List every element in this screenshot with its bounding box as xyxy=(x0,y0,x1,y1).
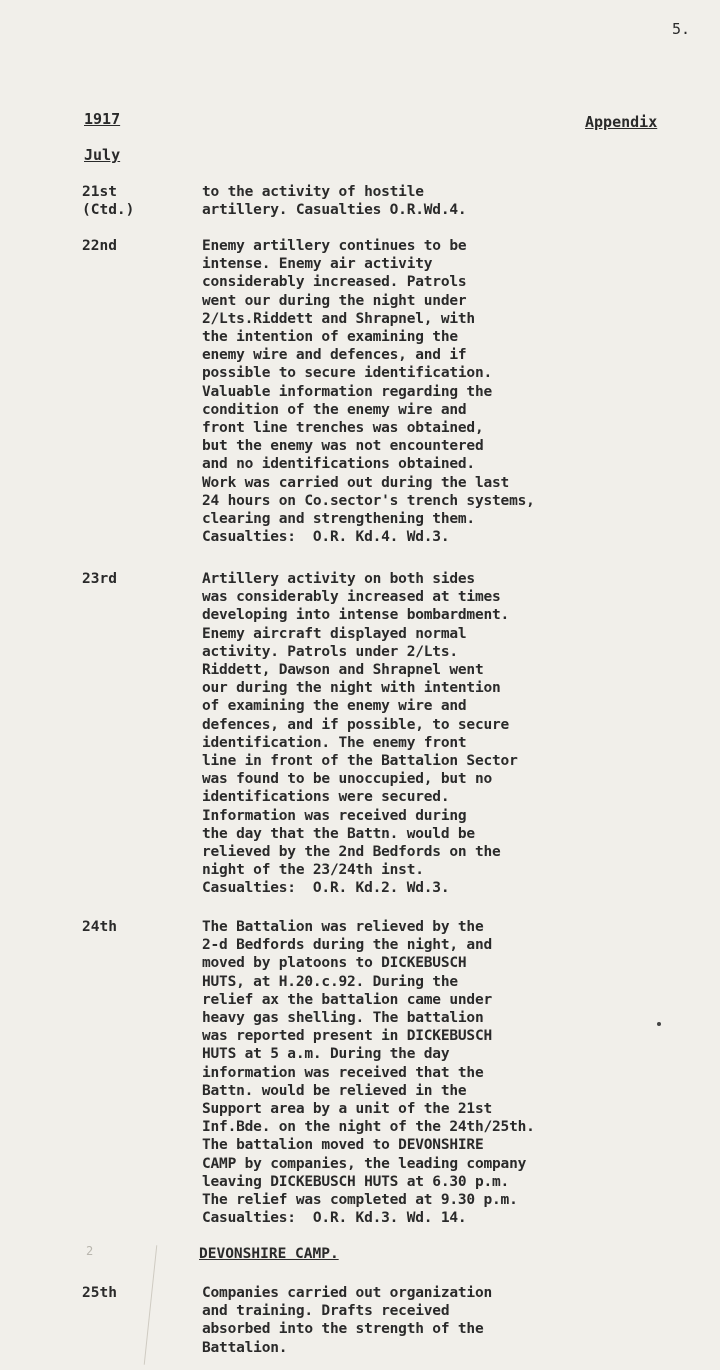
month-heading: July xyxy=(84,146,121,164)
entry-text: to the activity of hostile artillery. Casualties O.R.Wd.4. xyxy=(202,184,467,219)
entry-text: Artillery activity on both sides was considerably increased at times developing into intense bombardment. Enemy aircraft displayed normal activity. Patrols under 2/Lts. Riddett, Dawson and Shrapnel went our during the night with intention of examining the enemy wire and defences, and if possible, to secure identification. The enemy front line in front of the Battalion Sector was found to be unoccupied, but no identifications were secured. Information was received during the day that the Battn. would be relieved by the 2nd Bedfords on the night of the 23/24th inst. Casualties: O.R. Kd.2. Wd.3. xyxy=(202,571,518,897)
entry-date: 22nd xyxy=(82,238,117,254)
section-heading: DEVONSHIRE CAMP. xyxy=(199,1246,339,1262)
paper-fold-line xyxy=(144,1245,158,1364)
entry-date: 23rd xyxy=(82,571,117,587)
entry-text: Enemy artillery continues to be intense. Enemy air activity considerably increased. Patrols went our during the night under 2/Lts.Riddett and Shrapnel, with the intention of examining the enemy wire and defences, and if possible to secure identification. Valuable information regarding the condition of the enemy wire and front line trenches was obtained, but the enemy was not encountered and no identifications obtained. Work was carried out during the last 24 hours on Co.sector's trench systems, clearing and strengthening them. Casualties: O.R. Kd.4. Wd.3. xyxy=(202,238,535,546)
entry-text: The Battalion was relieved by the 2-d Bedfords during the night, and moved by platoons to DICKEBUSCH HUTS, at H.20.c.92. During the relief ax the battalion came under heavy gas shelling. The battalion was reported present in DICKEBUSCH HUTS at 5 a.m. During the day information was received that the Battn. would be relieved in the Support area by a unit of the 21st Inf.Bde. on the night of the 24th/25th. The battalion moved to DEVONSHIRE CAMP by companies, the leading company leaving DICKEBUSCH HUTS at 6.30 p.m. The relief was completed at 9.30 p.m. Casualties: O.R. Kd.3. Wd. 14. xyxy=(202,919,535,1227)
entry-text: Companies carried out organization and training. Drafts received absorbed into the strength of the Battalion. xyxy=(202,1285,493,1356)
entry-date: 25th xyxy=(82,1285,117,1301)
entry-date: 24th xyxy=(82,919,117,935)
entry-date: 21st (Ctd.) xyxy=(82,184,135,218)
page-number: 5. xyxy=(672,20,691,38)
ink-spot xyxy=(657,1022,661,1026)
margin-mark: 2 xyxy=(86,1244,94,1258)
year-heading: 1917 xyxy=(84,110,121,128)
appendix-heading: Appendix xyxy=(585,113,658,131)
